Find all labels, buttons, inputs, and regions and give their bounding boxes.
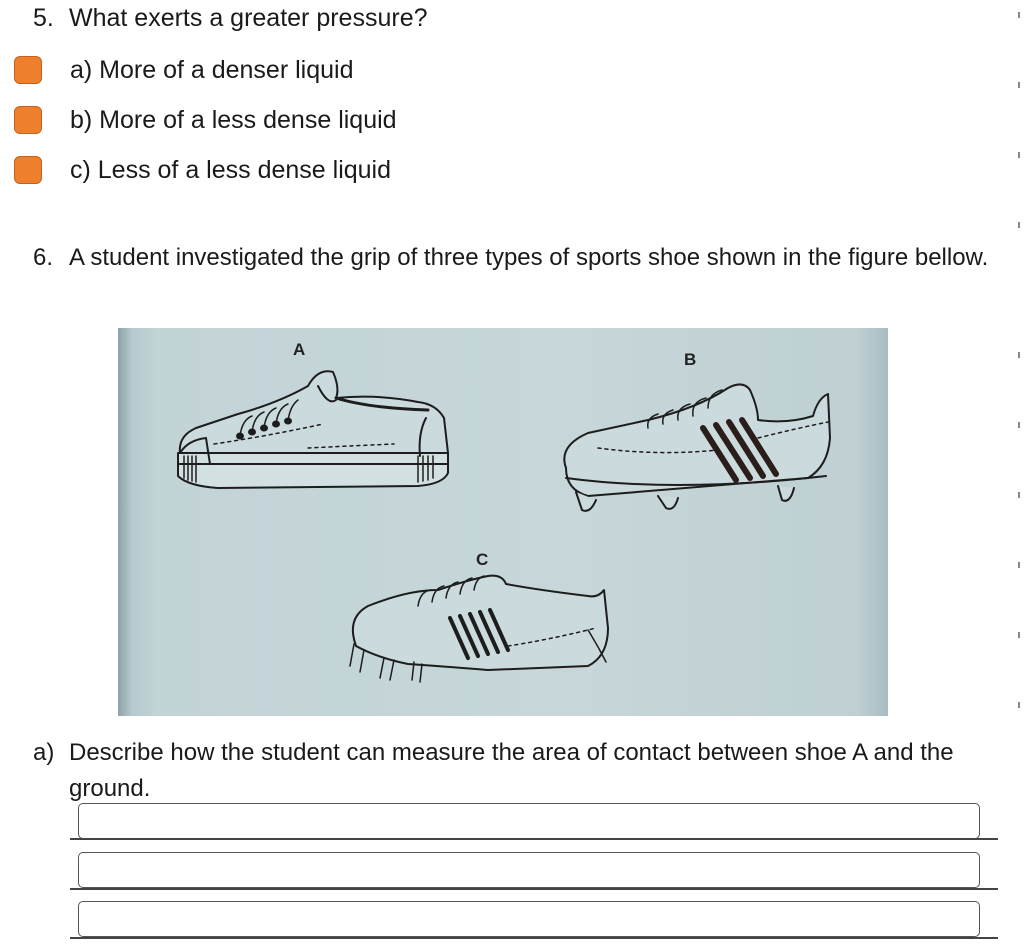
edge-mark xyxy=(1018,702,1020,708)
edge-mark xyxy=(1018,562,1020,568)
shoe-b-label: B xyxy=(684,350,697,369)
edge-mark xyxy=(1018,82,1020,88)
option-c-label: c) Less of a less dense liquid xyxy=(70,155,392,184)
answer-field-1[interactable] xyxy=(78,803,980,839)
option-a-label: a) More of a denser liquid xyxy=(70,55,354,84)
checkbox-option-a[interactable] xyxy=(14,56,42,84)
question-6a xyxy=(33,735,1018,807)
question-5-title xyxy=(33,4,428,33)
answer-field-2[interactable] xyxy=(78,852,980,888)
edge-mark xyxy=(1018,492,1020,498)
edge-mark xyxy=(1018,222,1020,228)
shoe-c-illustration xyxy=(350,576,608,682)
option-b-label: b) More of a less dense liquid xyxy=(70,105,397,134)
sports-shoes-figure xyxy=(118,328,888,716)
question-6a-number: a) xyxy=(33,739,55,766)
edge-mark xyxy=(1018,12,1020,18)
shoe-a-illustration xyxy=(178,371,448,488)
checkbox-option-c[interactable] xyxy=(14,156,42,184)
question-6-number: 6. xyxy=(33,244,54,271)
question-5-number: 5. xyxy=(33,4,54,32)
edge-mark xyxy=(1018,352,1020,358)
question-5-prompt: What exerts a greater pressure? xyxy=(69,4,428,32)
question-6-prompt: A student investigated the grip of three types of sports shoe shown in the figure bellow. xyxy=(69,244,989,271)
checkbox-option-b[interactable] xyxy=(14,106,42,134)
edge-mark xyxy=(1018,422,1020,428)
shoe-b-illustration xyxy=(564,384,830,510)
answer-field-3[interactable] xyxy=(78,901,980,937)
option-b[interactable] xyxy=(14,104,397,136)
edge-mark xyxy=(1018,632,1020,638)
question-6 xyxy=(33,240,1018,276)
answer-underline-1 xyxy=(70,838,998,840)
answer-underline-2 xyxy=(70,888,998,890)
edge-mark xyxy=(1018,152,1020,158)
shoe-c-label: C xyxy=(476,550,489,569)
option-a[interactable] xyxy=(14,54,354,86)
shoe-a-label: A xyxy=(293,340,306,359)
option-c[interactable] xyxy=(14,154,392,186)
question-6a-prompt: Describe how the student can measure the area of contact between shoe A and the ground. xyxy=(69,739,954,802)
answer-underline-3 xyxy=(70,937,998,939)
